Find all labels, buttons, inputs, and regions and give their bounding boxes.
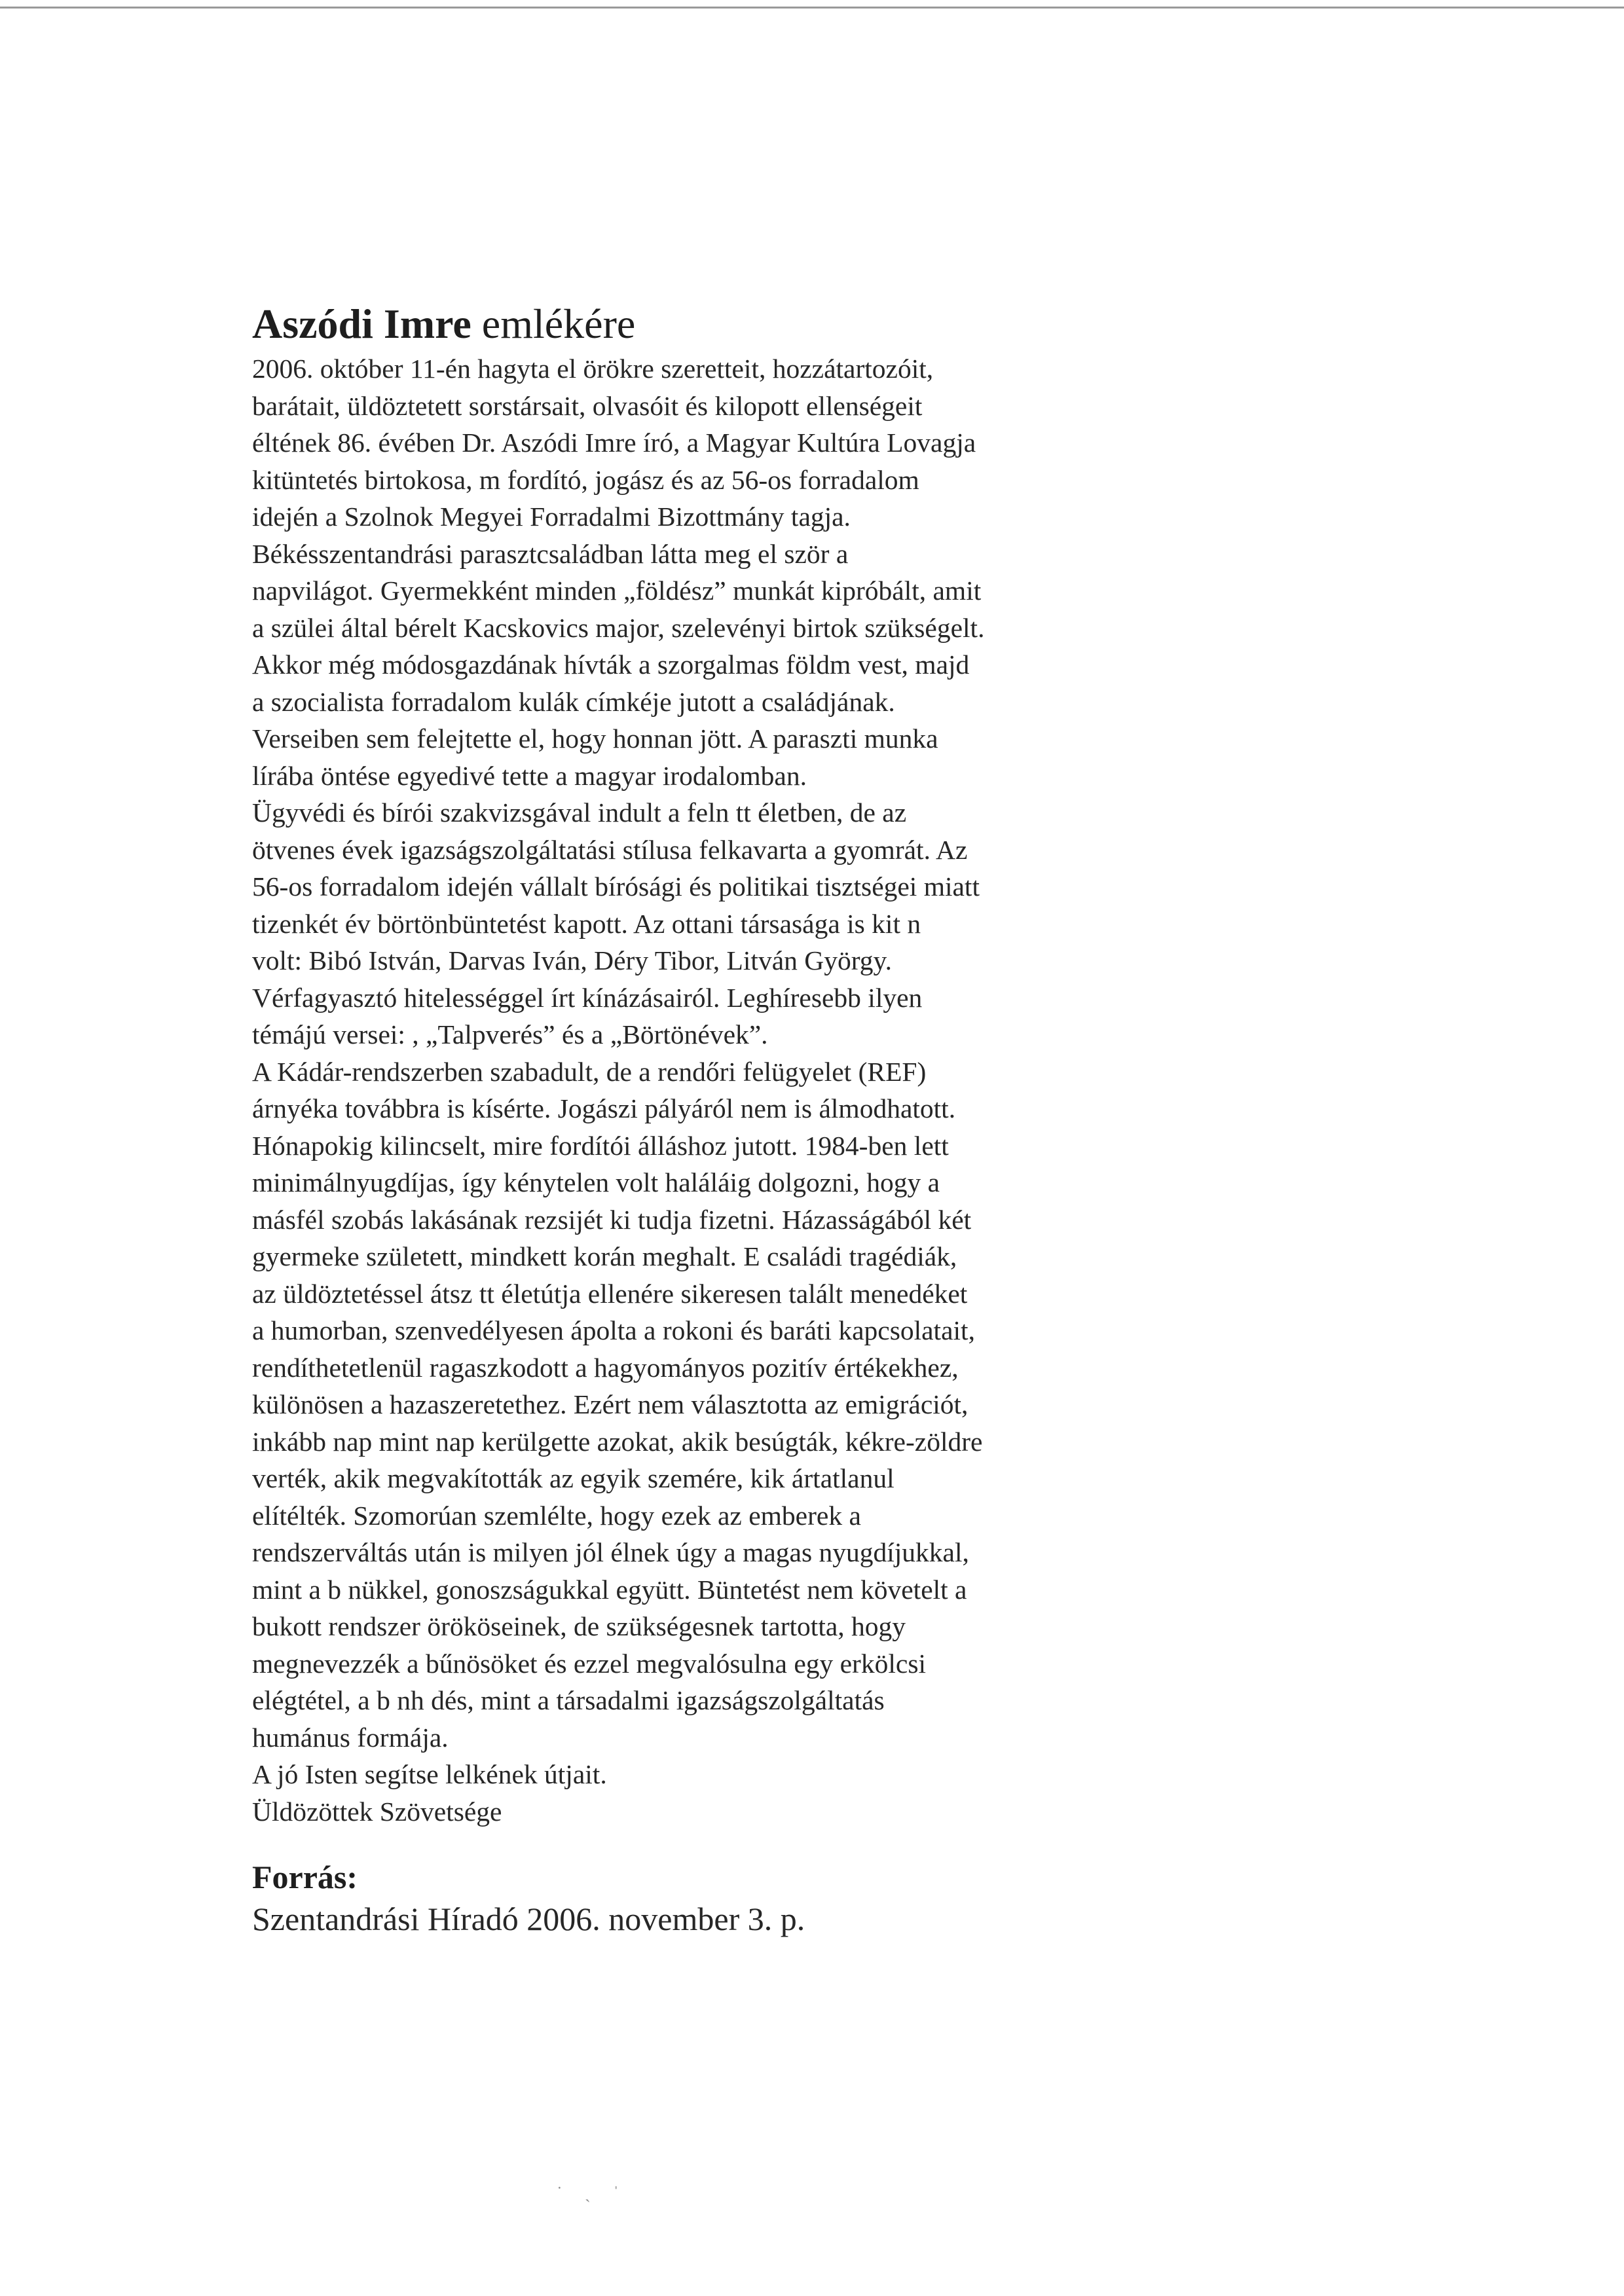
body-line: az üldöztetéssel átsz tt életútja ellenére sikeresen talált menedéket: [252, 1278, 968, 1309]
body-line: Üldözöttek Szövetsége: [252, 1796, 502, 1827]
body-line: másfél szobás lakásának rezsijét ki tudja fizetni. Házasságából két: [252, 1204, 972, 1235]
body-line: A Kádár-rendszerben szabadult, de a rendőri felügyelet (REF): [252, 1056, 927, 1087]
source-citation: Szentandrási Híradó 2006. november 3. p.: [252, 1901, 805, 1937]
body-line: a szocialista forradalom kulák címkéje jutott a családjának.: [252, 686, 895, 717]
body-line: témájú versei: , „Talpverés” és a „Börtönévek”.: [252, 1019, 768, 1049]
body-line: tizenkét év börtönbüntetést kapott. Az ottani társasága is kit n: [252, 908, 921, 939]
title-rest: emlékére: [481, 301, 636, 347]
body-line: gyermeke született, mindkett korán meghalt. E családi tragédiák,: [252, 1241, 957, 1271]
body-line: a szülei által bérelt Kacskovics major, szelevényi birtok szükségelt.: [252, 612, 985, 643]
scan-specks: ˙ ˏ ˈ: [557, 2183, 628, 2202]
body-line: 2006. október 11-én hagyta el örökre szeretteit, hozzátartozóit,: [252, 354, 934, 384]
title-name: Aszódi Imre: [252, 301, 471, 347]
source-block: [252, 1856, 1496, 1940]
body-line: kitüntetés birtokosa, m fordító, jogász és az 56-os forradalom: [252, 464, 919, 495]
body-line: Hónapokig kilincselt, mire fordítói álláshoz jutott. 1984-ben lett: [252, 1130, 949, 1161]
article-title: [252, 298, 1496, 350]
body-line: különösen a hazaszeretethez. Ezért nem választotta az emigrációt,: [252, 1389, 969, 1419]
body-line: rendíthetetlenül ragaszkodott a hagyományos pozitív értékekhez,: [252, 1352, 959, 1383]
body-line: A jó Isten segítse lelkének útjait.: [252, 1759, 607, 1789]
body-line: Ügyvédi és bírói szakvizsgával indult a feln tt életben, de az: [252, 797, 907, 828]
body-line: éltének 86. évében Dr. Aszódi Imre író, a Magyar Kultúra Lovagja: [252, 428, 976, 458]
body-line: árnyéka továbbra is kísérte. Jogászi pályáról nem is álmodhatott.: [252, 1093, 956, 1123]
body-line: minimálnyugdíjas, így kénytelen volt haláláig dolgozni, hogy a: [252, 1167, 940, 1197]
body-line: Akkor még módosgazdának hívták a szorgalmas földm vest, majd: [252, 649, 970, 680]
body-line: Verseiben sem felejtette el, hogy honnan jött. A paraszti munka: [252, 723, 938, 754]
body-line: mint a b nükkel, gonoszságukkal együtt. Büntetést nem követelt a: [252, 1574, 967, 1605]
body-line: lírába öntése egyedivé tette a magyar irodalomban.: [252, 760, 807, 791]
body-line: inkább nap mint nap kerülgette azokat, akik besúgták, kékre-zöldre: [252, 1426, 983, 1457]
body-line: Vérfagyasztó hitelességgel írt kínázásairól. Leghíresebb ilyen: [252, 982, 923, 1013]
memorial-article: [252, 298, 1496, 1830]
body-line: barátait, üldöztetett sorstársait, olvasóit és kilopott ellenségeit: [252, 390, 923, 421]
body-line: humánus formája.: [252, 1722, 449, 1753]
body-line: idején a Szolnok Megyei Forradalmi Bizottmány tagja.: [252, 501, 851, 532]
body-line: bukott rendszer örököseinek, de szükségesnek tartotta, hogy: [252, 1611, 906, 1641]
body-line: napvilágot. Gyermekként minden „földész” munkát kipróbált, amit: [252, 575, 982, 606]
body-line: ötvenes évek igazságszolgáltatási stílusa felkavarta a gyomrát. Az: [252, 834, 968, 865]
body-line: Békésszentandrási parasztcsaládban látta meg el ször a: [252, 538, 849, 569]
article-body: [252, 350, 1496, 1830]
body-line: rendszerváltás után is milyen jól élnek úgy a magas nyugdíjukkal,: [252, 1537, 969, 1567]
body-line: a humorban, szenvedélyesen ápolta a rokoni és baráti kapcsolatait,: [252, 1315, 975, 1345]
body-line: megnevezzék a bűnösöket és ezzel megvalósulna egy erkölcsi: [252, 1648, 927, 1679]
body-line: 56-os forradalom idején vállalt bírósági és politikai tisztségei miatt: [252, 871, 980, 902]
body-line: volt: Bibó István, Darvas Iván, Déry Tibor, Litván György.: [252, 945, 892, 975]
body-line: elégtétel, a b nh dés, mint a társadalmi igazságszolgáltatás: [252, 1685, 885, 1715]
body-line: elítélték. Szomorúan szemlélte, hogy ezek az emberek a: [252, 1500, 861, 1531]
body-line: verték, akik megvakították az egyik szemére, kik ártatlanul: [252, 1463, 895, 1493]
source-label: Forrás:: [252, 1859, 358, 1895]
scan-top-edge-line: [0, 7, 1624, 9]
